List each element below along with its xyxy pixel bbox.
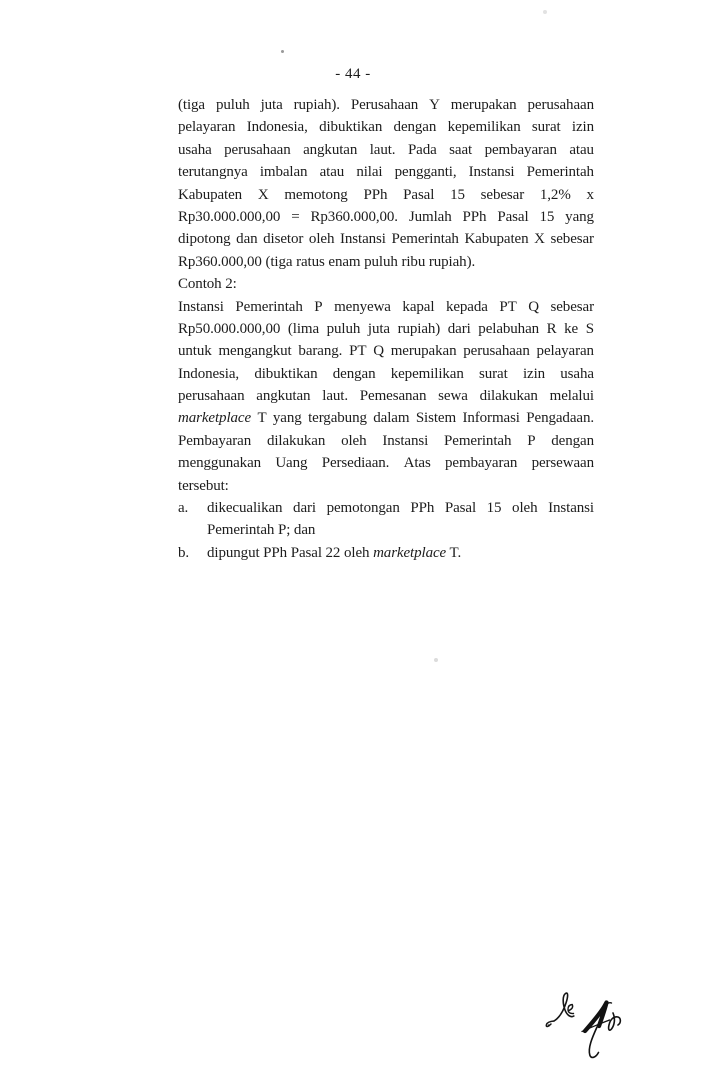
word: Rp360.000,00. [310, 208, 398, 225]
word: merupakan [390, 343, 457, 360]
word: Jumlah [408, 208, 452, 225]
contoh2-heading [178, 273, 594, 295]
word: Rp50.000.000,00 [178, 320, 281, 337]
word: Pemerintah [235, 298, 303, 315]
text-line [207, 519, 594, 541]
word: T [257, 410, 267, 427]
text-line [178, 184, 594, 206]
word: X [257, 186, 269, 203]
word: Instansi [382, 432, 429, 449]
word: Rp30.000.000,00 [178, 208, 281, 225]
word: disetor [263, 231, 304, 248]
word: atau [319, 164, 345, 181]
word: puluh [326, 320, 361, 337]
word: surat [531, 119, 561, 136]
word: pelayaran [536, 343, 594, 360]
word: usaha [560, 365, 594, 382]
word: menggunakan [178, 455, 262, 472]
word: X [534, 231, 545, 248]
text-line [178, 139, 594, 161]
text-line [178, 206, 594, 228]
word: perusahaan [463, 343, 530, 360]
word: sewa [438, 388, 468, 405]
word: dengan [551, 432, 594, 449]
word: = [291, 208, 300, 225]
word: dari [447, 320, 471, 337]
word: oleh [308, 231, 335, 248]
word: perusahaan [224, 141, 291, 158]
text-segment: tersebut: [178, 477, 229, 494]
text-segment: Contoh 2: [178, 276, 237, 293]
word: Kabupaten [178, 186, 243, 203]
word: juta [367, 320, 390, 337]
contoh2-body-paragraph [178, 296, 594, 498]
word: Atas [403, 455, 431, 472]
word: Instansi [468, 164, 515, 181]
text-line [178, 251, 594, 273]
word: sebesar [550, 298, 594, 315]
word: yang [565, 208, 594, 225]
word: laut. [369, 141, 396, 158]
word: dikecualikan [207, 500, 283, 517]
word: terutangnya [178, 164, 248, 181]
text-segment: dipungut PPh Pasal 22 oleh [207, 544, 374, 561]
word: Pemesanan [359, 388, 427, 405]
word: dan [236, 231, 258, 248]
text-segment: T. [446, 544, 462, 561]
word: yang [272, 410, 302, 427]
word: Pasal [497, 208, 529, 225]
word: ke [564, 320, 579, 337]
text-line [178, 318, 594, 340]
document-body [178, 94, 594, 564]
text-line [207, 497, 594, 519]
word: perusahaan [527, 97, 594, 113]
word: angkutan [256, 388, 311, 405]
word: dilakukan [479, 388, 538, 405]
text-segment: Rp360.000,00 (tiga ratus enam puluh ribu rupiah). [178, 253, 476, 270]
word: surat [479, 365, 508, 382]
word: Uang [275, 455, 308, 472]
word: Q [528, 298, 539, 315]
text-line [178, 452, 594, 474]
word: pemotongan [326, 500, 400, 517]
word: kepemilikan [390, 365, 464, 382]
word: Pemerintah [526, 164, 594, 181]
word: dibuktikan [319, 119, 383, 136]
text-line [178, 430, 594, 452]
word: Pengadaan. [526, 410, 594, 427]
word: kepada [445, 298, 488, 315]
word: S [585, 320, 594, 337]
word: melalui [549, 388, 594, 405]
word: rupiah) [397, 320, 441, 337]
word: dibuktikan [254, 365, 318, 382]
scan-speck [434, 658, 438, 662]
word: perusahaan [178, 388, 245, 405]
word: PT [499, 298, 517, 315]
word: puluh [215, 97, 250, 113]
word: Kabupaten [464, 231, 529, 248]
word: Pada [407, 141, 437, 158]
word: P [314, 298, 323, 315]
text-line [178, 385, 594, 407]
word: Instansi [339, 231, 386, 248]
word: Y [429, 97, 440, 113]
word: Instansi [548, 500, 594, 517]
word: untuk [178, 343, 212, 360]
word: atau [569, 141, 594, 158]
word: tergabung [308, 410, 367, 427]
word: 15 [486, 500, 502, 517]
word: R [546, 320, 557, 337]
word: juta [260, 97, 283, 113]
word: Perusahaan [350, 97, 419, 113]
text-segment: Pemerintah P; dan [207, 522, 316, 539]
paraf-initial-large-icon [582, 1003, 620, 1058]
word: Indonesia, [178, 365, 240, 382]
word: marketplace [178, 410, 252, 427]
word: saat [449, 141, 473, 158]
word: rupiah). [293, 97, 340, 113]
word: mengangkut [218, 343, 292, 360]
word: dilakukan [266, 432, 326, 449]
word: 15 [539, 208, 555, 225]
text-line [207, 542, 594, 564]
word: pembayaran [484, 141, 557, 158]
text-line [178, 273, 594, 295]
word: pengganti, [394, 164, 457, 181]
word: Pasal [403, 186, 435, 203]
text-line [178, 116, 594, 138]
word: persewaan [531, 455, 594, 472]
word: Informasi [462, 410, 520, 427]
text-line [178, 161, 594, 183]
word: Instansi [178, 298, 224, 315]
word: oleh [512, 500, 538, 517]
word: Q [373, 343, 384, 360]
word: PT [349, 343, 367, 360]
word: Indonesia, [246, 119, 308, 136]
word: dalam [373, 410, 410, 427]
word: dengan [393, 119, 437, 136]
word: imbalan [259, 164, 308, 181]
word: dipotong [178, 231, 231, 248]
text-line [178, 407, 594, 429]
contoh1-continuation-paragraph [178, 94, 594, 273]
text-line [178, 94, 594, 116]
word: kepemilikan [447, 119, 521, 136]
italic-text: marketplace [373, 544, 447, 561]
text-line [178, 340, 594, 362]
word: 15 [450, 186, 465, 203]
word: P [527, 432, 536, 449]
word: dengan [332, 365, 376, 382]
word: dari [293, 500, 316, 517]
word: barang. [298, 343, 343, 360]
list-item-text [207, 497, 594, 542]
word: laut. [322, 388, 348, 405]
word: oleh [341, 432, 367, 449]
paraf-initial-small-icon [546, 993, 574, 1027]
word: pelayaran [178, 119, 236, 136]
word: Sistem [415, 410, 457, 427]
page-number: - 44 - [335, 66, 371, 82]
list-item [178, 497, 594, 542]
word: sebesar [480, 186, 525, 203]
list-item [178, 542, 594, 564]
word: menyewa [334, 298, 391, 315]
word: x [586, 186, 594, 203]
word: izin [522, 365, 546, 382]
text-line [178, 296, 594, 318]
word: PPh [462, 208, 487, 225]
word: Pemerintah [391, 231, 459, 248]
word: PPh [363, 186, 388, 203]
handwritten-initials [535, 975, 645, 1075]
scan-speck [281, 50, 284, 53]
word: pelabuhan [478, 320, 540, 337]
word: (lima [287, 320, 320, 337]
word: PPh [410, 500, 435, 517]
list-item-marker: a. [178, 500, 189, 517]
scan-speck [543, 10, 547, 14]
word: angkutan [303, 141, 358, 158]
word: sebesar [550, 231, 594, 248]
list-item-marker: b. [178, 544, 190, 561]
word: memotong [284, 186, 348, 203]
text-line [178, 228, 594, 250]
word: usaha [178, 141, 212, 158]
word: nilai [356, 164, 383, 181]
word: 1,2% [539, 186, 571, 203]
word: kapal [402, 298, 435, 315]
word: Pasal [444, 500, 477, 517]
list-item-text [207, 542, 594, 564]
word: merupakan [450, 97, 517, 113]
text-line [178, 475, 594, 497]
word: Pembayaran [178, 432, 252, 449]
word: Persediaan. [321, 455, 390, 472]
word: (tiga [178, 97, 205, 113]
word: pembayaran [445, 455, 518, 472]
word: izin [571, 119, 594, 136]
text-line [178, 363, 594, 385]
word: Pemerintah [444, 432, 512, 449]
